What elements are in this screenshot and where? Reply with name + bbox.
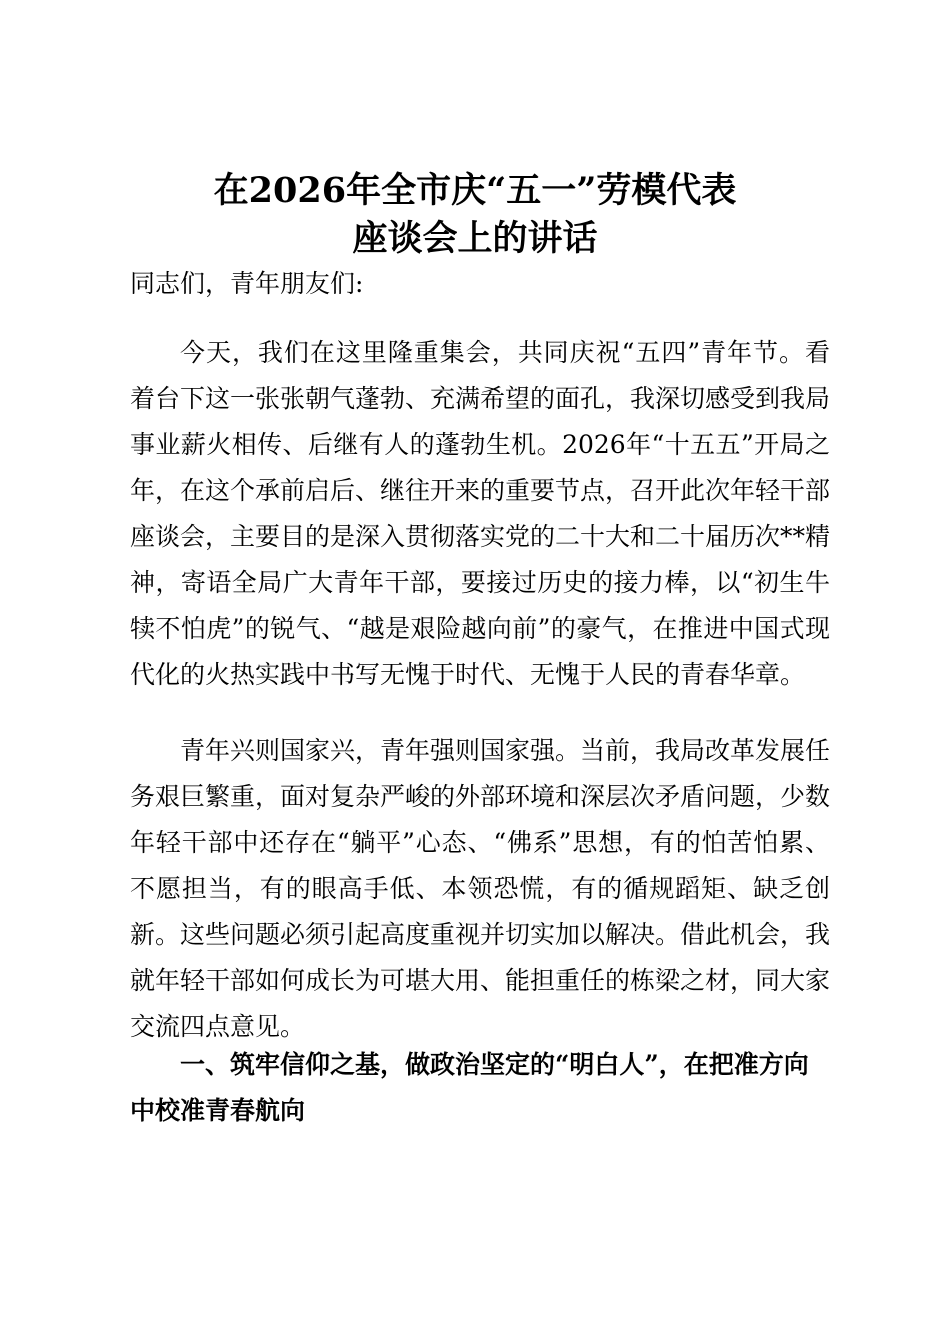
document-title-line-1: 在2026年全市庆“五一”劳模代表 — [213, 170, 737, 211]
paragraph-context: 青年兴则国家兴，青年强则国家强。当前，我局改革发展任务艰巨繁重，面对复杂严峻的外部环境和深层次矛盾问题，少数年轻干部中还存在“躺平”心态、“佛系”思想，有的怕苦怕累、不愿担当，有的眼高手低、本领恐慌，有的循规蹈矩、缺乏创新。这些问题必须引起高度重视并切实加以解决。借此机会，我就年轻干部如何成长为可堪大用、能担重任的栋梁之材，同大家交流四点意见。 — [130, 736, 831, 1041]
paragraph-opening: 今天，我们在这里隆重集会，共同庆祝“五四”青年节。看着台下这一张张朝气蓬勃、充满希望的面孔，我深切感受到我局事业薪火相传、后继有人的蓬勃生机。2026年“十五五”开局之年，在这个承前启后、继往开来的重要节点，召开此次年轻干部座谈会，主要目的是深入贯彻落实党的二十大和二十届历次**精神，寄语全局广大青年干部，要接过历史的接力棒，以“初生牛犊不怕虎”的锐气、“越是艰险越向前”的豪气，在推进中国式现代化的火热实践中书写无愧于时代、无愧于人民的青春华章。 — [130, 338, 831, 689]
document-title-line-2: 座谈会上的讲话 — [352, 218, 598, 259]
salutation: 同志们，青年朋友们: — [130, 269, 364, 298]
section-heading-1: 一、筑牢信仰之基，做政治坚定的“明白人”，在把准方向中校准青春航向 — [130, 1050, 809, 1125]
